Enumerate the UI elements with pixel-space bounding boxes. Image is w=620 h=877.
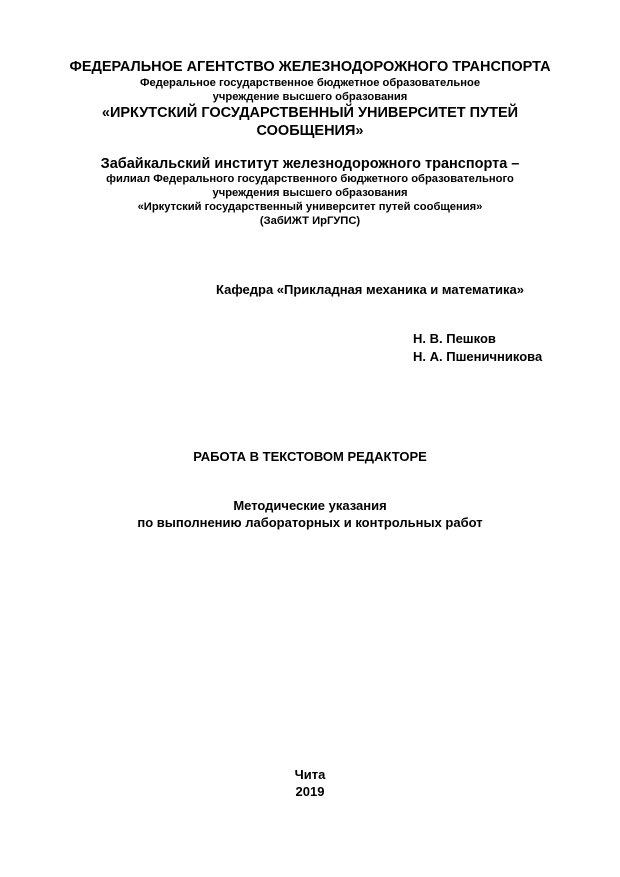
year: 2019 — [295, 784, 325, 799]
agency-name: ФЕДЕРАЛЬНОЕ АГЕНТСТВО ЖЕЛЕЗНОДОРОЖНОГО ТРАНСПОРТА — [69, 59, 551, 75]
university-name-line2: СООБЩЕНИЯ» — [256, 123, 364, 139]
branch-abbr: (ЗабИЖТ ИрГУПС) — [259, 215, 361, 227]
subtitle-line2: по выполнению лабораторных и контрольных работ — [137, 515, 483, 530]
branch-line2: учреждения высшего образования — [212, 187, 408, 199]
institution-type-line2: учреждение высшего образования — [212, 91, 408, 103]
institution-type-line1: Федеральное государственное бюджетное образовательное — [139, 77, 481, 89]
branch-line3: «Иркутский государственный университет путей сообщения» — [137, 201, 483, 213]
document-title: РАБОТА В ТЕКСТОВОМ РЕДАКТОРЕ — [193, 449, 427, 464]
author-2: Н. А. Пшеничникова — [413, 349, 543, 364]
subtitle-line1: Методические указания — [233, 498, 387, 513]
department: Кафедра «Прикладная механика и математика» — [216, 282, 525, 297]
city: Чита — [294, 767, 326, 782]
university-name-line1: «ИРКУТСКИЙ ГОСУДАРСТВЕННЫЙ УНИВЕРСИТЕТ ПУТЕЙ — [101, 105, 519, 121]
branch-line1: филиал Федерального государственного бюджетного образовательного — [106, 173, 514, 185]
author-1: Н. В. Пешков — [413, 331, 496, 346]
branch-name: Забайкальский институт железнодорожного транспорта – — [100, 156, 520, 172]
